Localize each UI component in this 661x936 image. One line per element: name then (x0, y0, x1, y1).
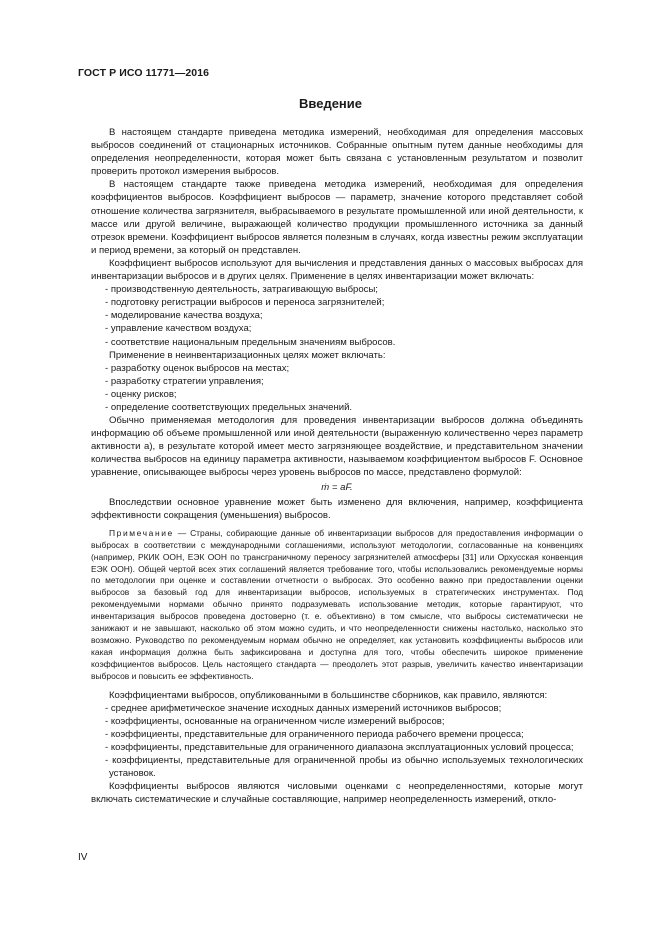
list-item: - среднее арифметическое значение исходных данных измерений источников выбросов; (91, 702, 583, 715)
note-text: — Страны, собирающие данные об инвентаризации выбросов для предоставления информации о выбросах в соответствии с международными соглашениями, используют методологии, согласованные на конвенциях (например, РКИК ООН, ЕЭК ООН по трансграничному переносу загрязнителей атмосферы [31] или Орхусская конвенция ЕЭК ООН). Общей чертой всех этих соглашений является требование того, чтобы использовались рекомендуемые нормы по методологии при оценке и составлении отчетности о выбросах. Это особенно важно при предоставлении оценки выбросов за базовый год для инвентаризации выбросов, используемых в стратегических инструментах. Под рекомендуемыми нормами обычно принято подразумевать использование методик, которые гарантируют, что инвентаризация выбросов проведена достоверно (т. е. объективно) в том смысле, что выбросы систематически не занижают и не завышают, насколько об этом можно судить, и что неопределенности снижены настолько, насколько это возможно. Руководство по рекомендуемым нормам обычно не определяет, как установить коэффициенты выбросов или какая информация должна быть зафиксирована и доступна для того, чтобы обеспечить широкое применение коэффициентов выбросов. Цель настоящего стандарта — преодолеть этот разрыв, увеличить качество инвентаризации выбросов и повысить ее эффективность. (91, 527, 583, 681)
paragraph-5: Обычно применяемая методология для проведения инвентаризации выбросов должна объединять информацию об объеме промышленной или иной деятельности (выраженную количественно через параметр активности а), в результате которой имеет место загрязняющее воздействие, и представительном значении количества выбросов на единицу параметра активности, называемом коэффициентом выбросов F. Основное уравнение, описывающее выбросы через уровень выбросов по массе, представлено формулой: (91, 415, 583, 479)
list-item: - коэффициенты, представительные для ограниченного периода рабочего времени процесса; (91, 728, 583, 741)
list-item: - соответствие национальным предельным значениям выбросов. (91, 336, 583, 349)
standard-header: ГОСТ Р ИСО 11771—2016 (78, 67, 210, 79)
emission-formula: ṁ = aF. (321, 481, 353, 493)
paragraph-2: В настоящем стандарте также приведена методика измерений, необходимая для определения коэффициентов выбросов. Коэффициент выбросов — параметр, значение которого представляет собой отношение количества загрязнителя, выбрасываемого в результате промышленной или иной деятельности, к массе или другой величине, выражающей количество продукции промышленного источника за данный отрезок времени. Коэффициент выбросов является полезным в случаях, когда известны режим эксплуатации и период времени, за который он представлен. (91, 179, 583, 256)
list-item: - коэффициенты, основанные на ограниченном числе измерений выбросов; (91, 715, 583, 728)
list-item: - моделирование качества воздуха; (91, 309, 583, 322)
list-item: - коэффициенты, представительные для ограниченной пробы из обычно используемых технологических установок. (91, 754, 583, 780)
note-block (91, 528, 583, 683)
body-text (91, 126, 583, 806)
list-item: - производственную деятельность, затрагивающую выбросы; (91, 283, 583, 296)
list-item: - разработку оценок выбросов на местах; (91, 362, 583, 375)
page-number: IV (78, 852, 88, 863)
section-title: Введение (299, 96, 362, 111)
list-item: - подготовку регистрации выбросов и переноса загрязнителей; (91, 296, 583, 309)
note-label: Примечание (109, 527, 174, 538)
list-item: - разработку стратегии управления; (91, 375, 583, 388)
noninventory-uses-list (91, 362, 583, 414)
list-item: - оценку рисков; (91, 388, 583, 401)
paragraph-4: Применение в неинвентаризационных целях может включать: (109, 349, 386, 361)
list-item: - управление качеством воздуха; (91, 322, 583, 335)
paragraph-8: Коэффициенты выбросов являются числовыми оценками с неопределенностями, которые могут включать систематические и случайные составляющие, например неопределенность измерений, откло- (91, 781, 583, 806)
paragraph-1: В настоящем стандарте приведена методика измерений, необходимая для определения массовых выбросов соединений от стационарных источников. Собранные опытным путем данные необходимы для определения неопределенности, которая может быть связана с установленным результатом и позволит проверить протокол измерения выбросов. (91, 127, 583, 178)
list-item: - определение соответствующих предельных значений. (91, 401, 583, 414)
list-item: - коэффициенты, представительные для ограниченного диапазона эксплуатационных условий процесса; (91, 741, 583, 754)
inventory-uses-list (91, 283, 583, 348)
paragraph-6: Впоследствии основное уравнение может быть изменено для включения, например, коэффициента эффективности сокращения (уменьшения) выбросов. (91, 496, 583, 521)
paragraph-7: Коэффициентами выбросов, опубликованными в большинстве сборников, как правило, являются: (109, 689, 548, 701)
factors-list (91, 702, 583, 781)
paragraph-3: Коэффициент выбросов используют для вычисления и представления данных о массовых выбросах для инвентаризации выбросов и в других целях. Применение в целях инвентаризации может включать: (91, 257, 583, 283)
